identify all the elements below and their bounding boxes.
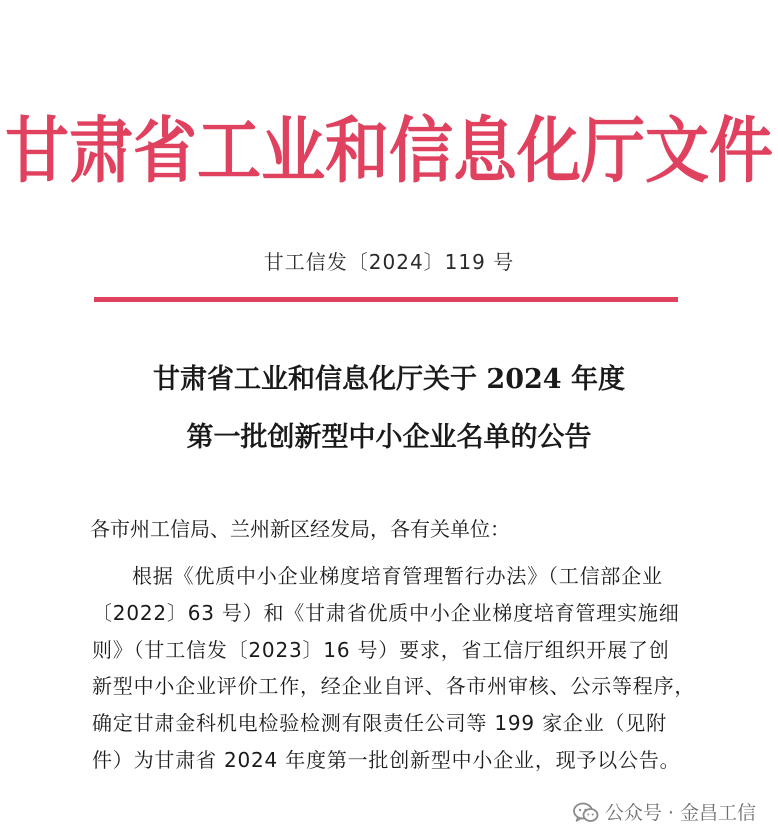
wechat-icon: [573, 802, 599, 824]
body-paragraph-line: 则》（甘工信发〔2023〕16 号）要求，省工信厅组织开展了创: [92, 638, 670, 662]
body-paragraph-line: 件）为甘肃省 2024 年度第一批创新型中小企业，现予以公告。: [92, 748, 681, 772]
body-paragraph-line: 确定甘肃金科机电检验检测有限责任公司等 199 家企业（见附: [92, 711, 667, 735]
watermark-text: 公众号 · 金昌工信: [604, 802, 756, 824]
salutation: 各市州工信局、兰州新区经发局，各有关单位：: [90, 517, 510, 541]
notice-title-line-1: 甘肃省工业和信息化厅关于 2024 年度: [153, 364, 625, 395]
body-paragraph-line: 〔2022〕63 号）和《甘肃省优质中小企业梯度培育管理实施细: [92, 601, 680, 625]
document-number: 甘工信发〔2024〕119 号: [263, 250, 515, 274]
body-paragraph-line: 新型中小企业评价工作，经企业自评、各市州审核、公示等程序，: [92, 674, 696, 698]
notice-title-line-2: 第一批创新型中小企业名单的公告: [186, 422, 592, 453]
red-divider: [94, 297, 678, 302]
body-paragraph-line: 根据《优质中小企业梯度培育管理暂行办法》（工信部企业: [132, 564, 663, 588]
wechat-watermark: [573, 799, 756, 827]
document-header-title: 甘肃省工业和信息化厅文件: [5, 109, 773, 194]
